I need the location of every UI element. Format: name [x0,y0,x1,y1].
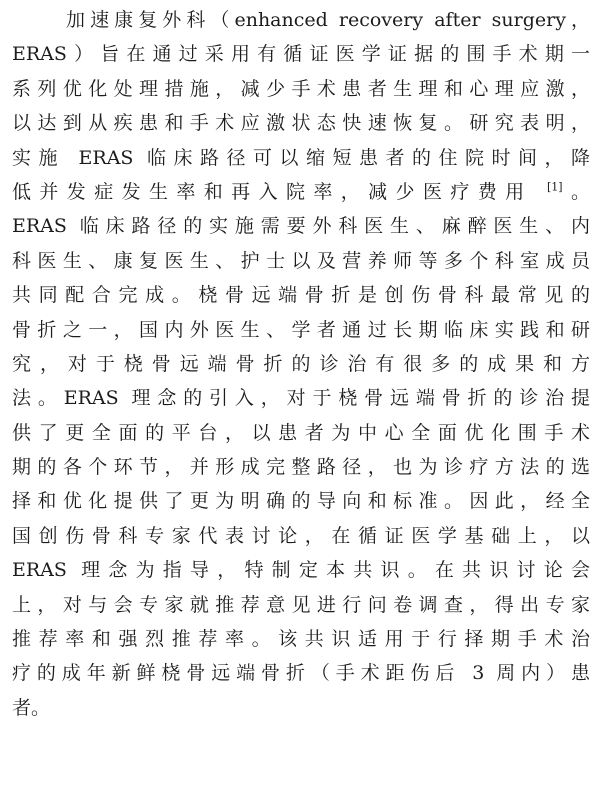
text-line: 实施 ERAS 临床路径可以缩短患者的住院时间，降 [12,146,590,169]
text-line: 骨折之一，国内外医生、学者通过长期临床实践和研 [12,318,590,341]
text-line: 科医生、康复医生、护士以及营养师等多个科室成员 [12,249,590,272]
text-line: 法。ERAS 理念的引入，对于桡骨远端骨折的诊治提 [12,387,590,410]
text-line: 择和优化提供了更为明确的导向和标准。因此，经全 [12,490,590,513]
text-line: 疗的成年新鲜桡骨远端骨折（手术距伤后 3 周内）患 [12,662,590,685]
text-line: 期的各个环节，并形成完整路径，也为诊疗方法的选 [12,456,590,479]
text-line: 推荐率和强烈推荐率。该共识适用于行择期手术治 [12,628,590,651]
text-line: 供了更全面的平台，以患者为中心全面优化围手术 [12,421,590,444]
text-line-with-citation [12,175,590,209]
citation-marker[interactable]: [1] [546,180,563,194]
text-line: 以达到从疾患和手术应激状态快速恢复。研究表明， [12,112,590,135]
text-line-body: 低并发症发生率和再入院率，减少医疗费用 [12,180,533,203]
text-line: ERAS 临床路径的实施需要外科医生、麻醉医生、内 [12,215,590,238]
text-line: 系列优化处理措施，减少手术患者生理和心理应激， [12,77,590,100]
text-line: ERAS）旨在通过采用有循证医学证据的围手术期一 [12,43,590,66]
paragraph-body [12,3,590,725]
text-line: 国创伤骨科专家代表讨论，在循证医学基础上，以 [12,524,590,547]
text-line: 者。 [12,696,51,719]
text-line: 共同配合完成。桡骨远端骨折是创伤骨科最常见的 [12,284,590,307]
text-line: ERAS 理念为指导，特制定本共识。在共识讨论会 [12,559,590,582]
text-line: 加速康复外科（enhanced recovery after surgery， [66,9,590,31]
paragraph-eras-intro [12,0,590,725]
sentence-end: 。 [562,180,590,203]
text-line: 上，对与会专家就推荐意见进行问卷调查，得出专家 [12,593,590,616]
text-line: 究，对于桡骨远端骨折的诊治有很多的成果和方 [12,352,590,375]
